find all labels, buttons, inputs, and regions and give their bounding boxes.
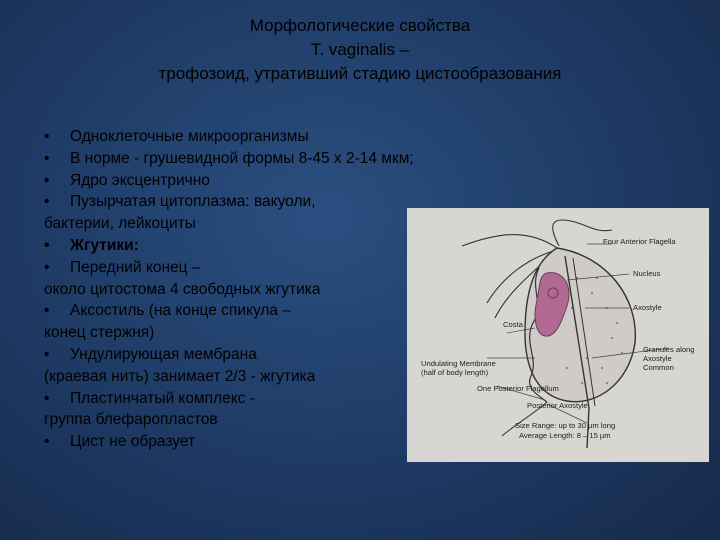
label-undulating-2: (half of body length) (421, 368, 489, 377)
bullet-marker: • (44, 302, 50, 320)
flagellum-1 (462, 235, 557, 248)
bullet-marker: • (44, 258, 50, 276)
bullet-item (44, 126, 504, 148)
slide-title (0, 14, 720, 86)
bullet-text: Одноклеточные микроорганизмы (70, 128, 309, 145)
bullet-text: бактерии, лейкоциты (44, 215, 196, 233)
bullet-marker: • (44, 345, 50, 363)
bullet-marker: • (44, 171, 50, 189)
bullet-text: Цист не образует (70, 433, 196, 451)
bullet-item (44, 148, 504, 170)
label-average-length: Average Length: 8 – 15 µm (519, 431, 611, 440)
label-posterior-axostyle: Posterior Axostyle (527, 401, 588, 410)
trichomonas-diagram (407, 208, 709, 462)
bullet-text: конец стержня) (44, 324, 155, 342)
bullet-text: Ундулирующая мембрана (70, 345, 257, 363)
label-undulating-1: Undulating Membrane (421, 359, 496, 368)
bullet-marker: • (44, 236, 50, 254)
bullet-text: Пластинчатый комплекс - (70, 389, 255, 407)
bullet-text: Аксостиль (на конце спикула – (70, 302, 291, 320)
bullet-text: Пузырчатая цитоплазма: вакуоли, (70, 193, 316, 211)
bullet-text: В норме - грушевидной формы 8-45 х 2-14 мкм; (70, 149, 414, 167)
bullet-text-heading: Жгутики: (70, 236, 139, 254)
bullet-marker: • (44, 389, 50, 407)
label-granules-3: Common (643, 363, 674, 372)
label-granules-1: Granules along (643, 345, 695, 354)
label-costa: Costa (503, 320, 523, 329)
label-axostyle: Axostyle (633, 303, 662, 312)
label-nucleus: Nucleus (633, 269, 661, 278)
bullet-text: группа блефаропластов (44, 411, 218, 429)
bullet-text: около цитостома 4 свободных жгутика (44, 280, 321, 298)
label-granules-2: Axostyle (643, 354, 672, 363)
title-line-1: Морфологические свойства (249, 16, 471, 35)
title-line-3: трофозоид, утративший стадию цистообразования (158, 64, 562, 83)
label-size-range: Size Range: up to 30 µm long (515, 421, 616, 430)
bullet-marker: • (44, 128, 50, 145)
trichomonas-illustration (407, 208, 709, 462)
title-line-2: T. vaginalis – (310, 40, 410, 59)
bullet-marker: • (44, 193, 50, 211)
bullet-text: Ядро эксцентрично (70, 171, 210, 189)
bullet-marker: • (44, 149, 50, 167)
bullet-item (44, 170, 504, 192)
bullet-text: (краевая нить) занимает 2/3 - жгутика (44, 367, 316, 385)
label-flagella: Four Anterior Flagella (603, 237, 676, 246)
bullet-text: Передний конец – (70, 258, 201, 276)
label-posterior-flagellum: One Posterior Flagellum (477, 384, 559, 393)
bullet-marker: • (44, 433, 50, 451)
